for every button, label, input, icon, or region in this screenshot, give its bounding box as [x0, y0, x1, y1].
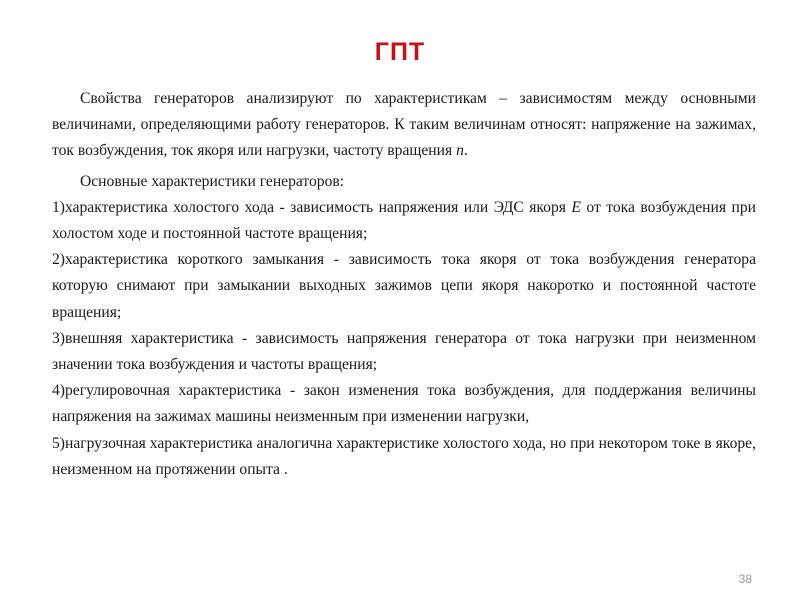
list-item-text: характеристика холостого хода - зависимость напряжения или ЭДС якоря [65, 198, 572, 216]
list-item-text-end: от тока возбуждения при холостом ходе и постоянной частоте вращения; [52, 198, 756, 243]
slide-title: ГПТ [374, 38, 426, 66]
list-item-marker: 4) [52, 382, 65, 400]
list-item-marker: 3) [52, 329, 65, 347]
intro-variable: n [456, 142, 464, 160]
list-item [52, 247, 756, 326]
list-item [52, 431, 756, 483]
characteristics-list [52, 195, 756, 483]
intro-paragraph [52, 86, 756, 165]
intro-text-end: . [463, 142, 468, 160]
list-heading: Основные характеристики генераторов: [80, 172, 345, 190]
list-item-text: характеристика короткого замыкания - зависимость тока якоря от тока возбуждения генератора которую снимают при замыкании выходных зажимов цепи якоря накоротко и постоянной частоте вращения; [52, 251, 756, 321]
list-item-text: внешняя характеристика - зависимость напряжения генератора от тока нагрузки при неизменном значении тока возбуждения и частоты вращения; [52, 329, 756, 374]
intro-text: Свойства генераторов анализируют по характеристикам – зависимостям между основными величинами, определяющими работу генераторов. К таким величинам относят: напряжение на зажимах, ток возбуждения, ток якоря или нагрузки, частоту вращения [52, 90, 756, 160]
list-item-text: нагрузочная характеристика аналогична характеристике холостого хода, но при некотором токе в якоре, неизменном на протяжении опыта . [52, 434, 756, 478]
list-item [52, 378, 756, 430]
list-item [52, 195, 756, 247]
slide-body [52, 86, 756, 483]
list-item-marker: 5) [52, 434, 65, 452]
list-item-variable: E [571, 198, 581, 216]
list-item-marker: 2) [52, 251, 65, 269]
list-item [52, 326, 756, 378]
page-number: 38 [738, 572, 752, 586]
list-item-marker: 1) [52, 198, 65, 216]
list-item-text: регулировочная характеристика - закон изменения тока возбуждения, для поддержания величины напряжения на зажимах машины неизменным при изменении нагрузки, [52, 382, 756, 426]
